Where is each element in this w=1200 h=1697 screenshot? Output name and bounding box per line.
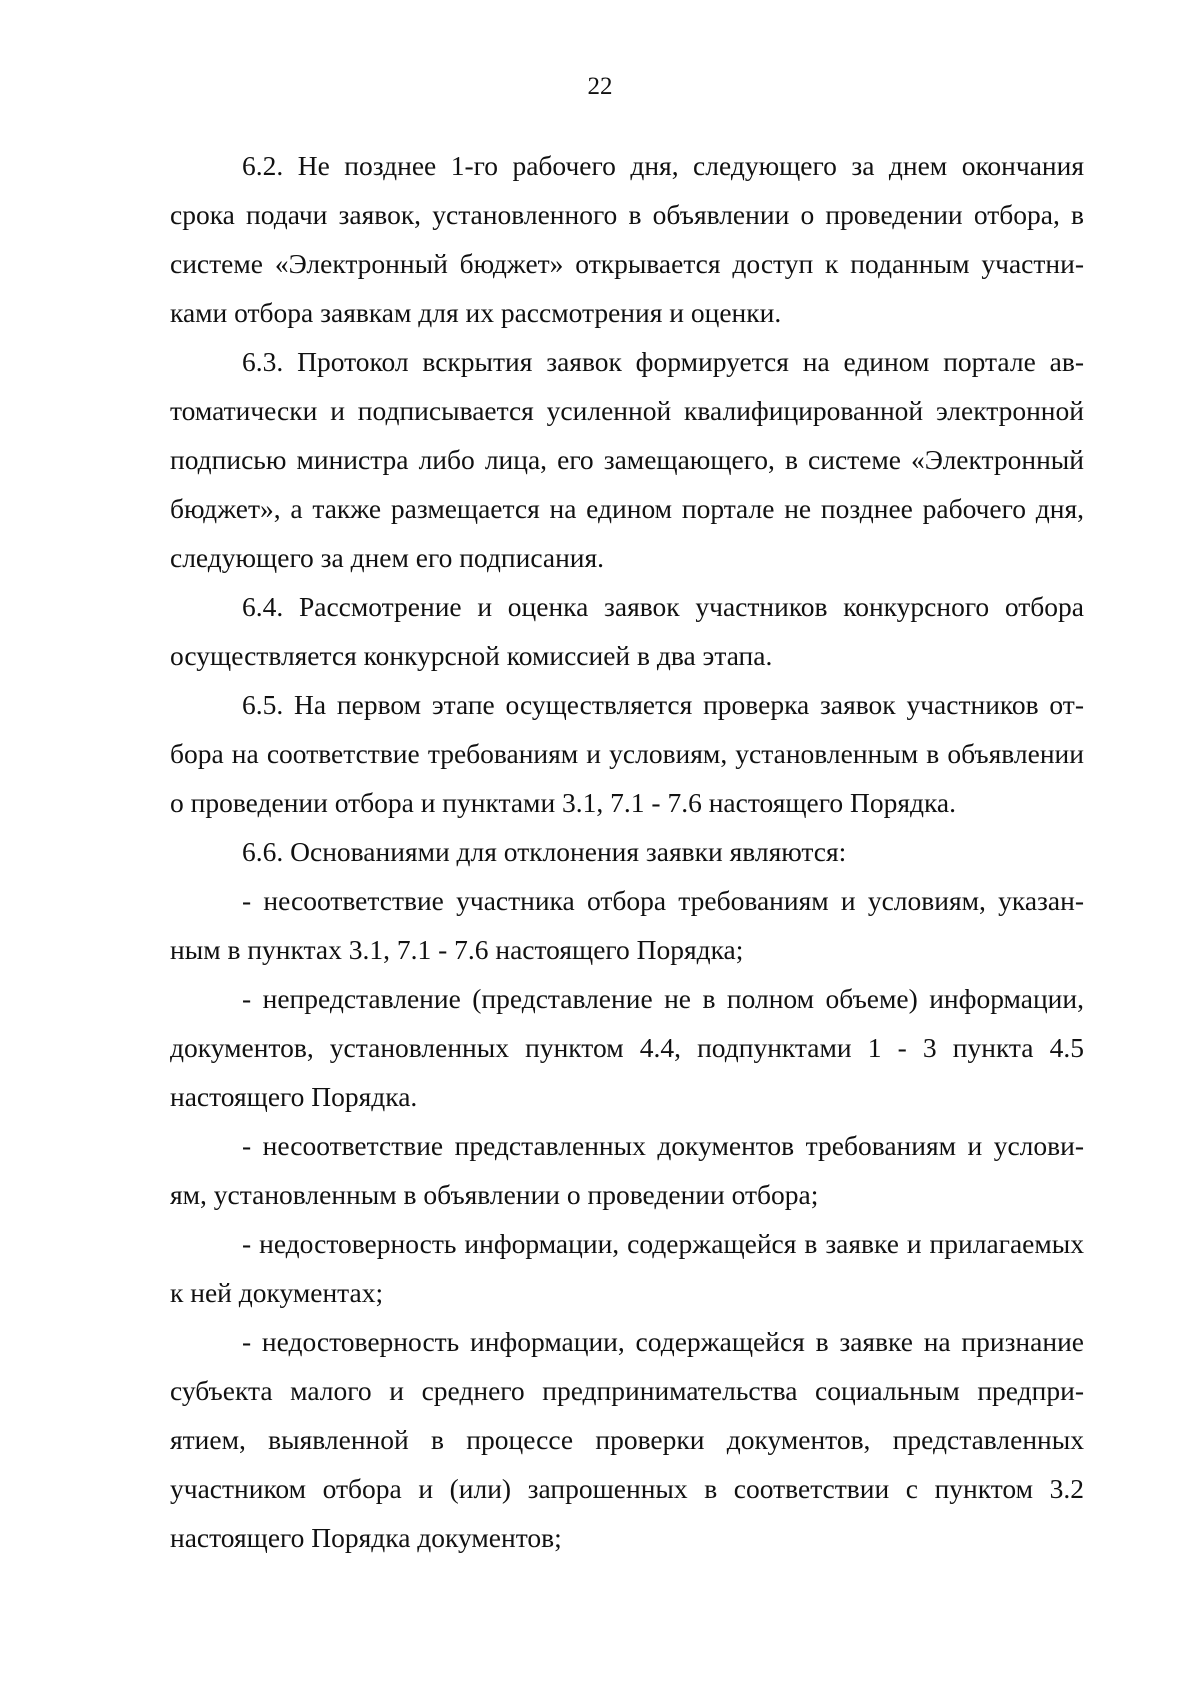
rejection-reason-item: - недостоверность информации, содержащейся в заявке и прилагаемых к ней документах; (170, 1228, 1084, 1308)
rejection-reason-item: - недостоверность информации, содержащейся в заявке на признание субъекта малого и среднего предпринимательства социальным предприятием, выявленной в процессе проверки документов, представленных участником отбора и (или) запрошенных в соответствии с пунктом 3.2 настоящего Порядка документов; (170, 1326, 1084, 1553)
paragraph-6-5: 6.5. На первом этапе осуществляется проверка заявок участников отбора на соответствие требованиям и условиям, установленным в объявлении о проведении отбора и пунктами 3.1, 7.1 - 7.6 настоящего Порядка. (170, 689, 1084, 818)
paragraph-6-2: 6.2. Не позднее 1-го рабочего дня, следующего за днем окончания срока подачи заявок, установленного в объявлении о проведении отбора, в системе «Электронный бюджет» открывается доступ к поданным участниками отбора заявкам для их рассмотрения и оценки. (170, 150, 1084, 328)
rejection-reason-item: - несоответствие представленных документов требованиям и условиям, установленным в объявлении о проведении отбора; (170, 1130, 1084, 1210)
paragraph-6-6: 6.6. Основаниями для отклонения заявки являются: (242, 836, 847, 867)
rejection-reason-item: - непредставление (представление не в полном объеме) информации, документов, установленных пунктом 4.4, подпунктами 1 - 3 пункта 4.5 настоящего Порядка. (170, 983, 1084, 1112)
rejection-reason-item: - несоответствие участника отбора требованиям и условиям, указанным в пунктах 3.1, 7.1 - 7.6 настоящего Порядка; (170, 885, 1084, 965)
document-body (170, 141, 1084, 1562)
paragraph-6-4: 6.4. Рассмотрение и оценка заявок участников конкурсного отбора осуществляется конкурсной комиссией в два этапа. (170, 591, 1084, 671)
paragraph-6-3: 6.3. Протокол вскрытия заявок формируется на едином портале автоматически и подписывается усиленной квалифицированной электронной подписью министра либо лица, его замещающего, в системе «Электронный бюджет», а также размещается на едином портале не позднее рабочего дня, следующего за днем его подписания. (170, 346, 1084, 573)
page-number: 22 (587, 73, 613, 100)
